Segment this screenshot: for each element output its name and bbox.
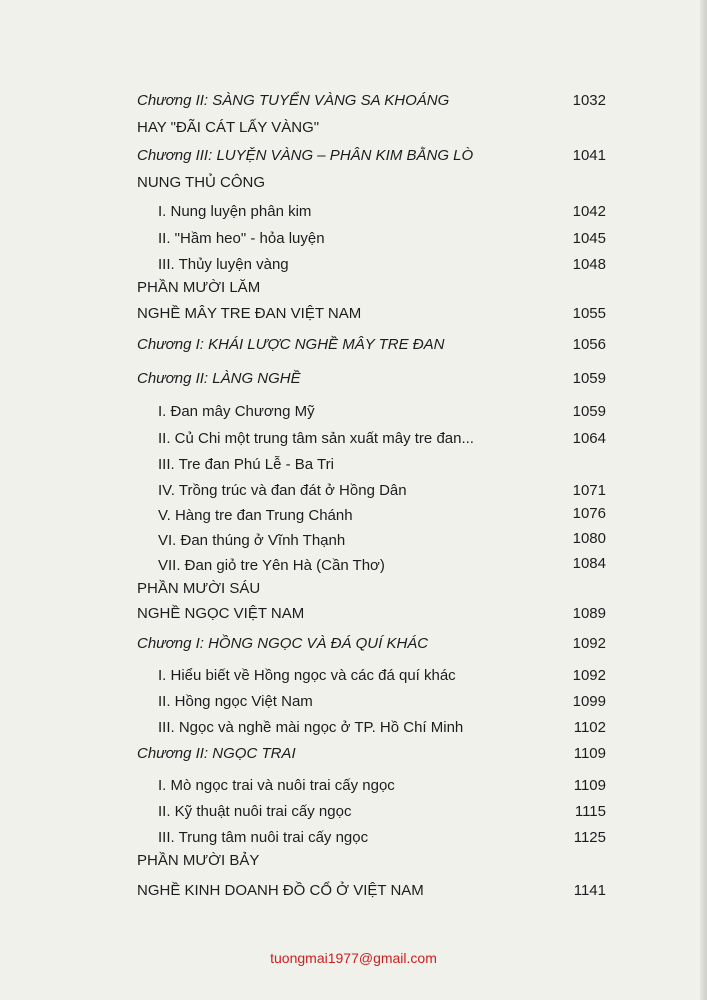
entry-title: III. Trung tâm nuôi trai cấy ngọc	[158, 829, 369, 846]
page-number: 1102	[573, 719, 606, 736]
entry-title: I. Nung luyện phân kim	[158, 203, 312, 220]
entry-title: I. Hiểu biết về Hồng ngọc và các đá quí khác	[158, 667, 456, 684]
page-number: 1084	[572, 555, 606, 572]
toc-entry	[158, 482, 407, 500]
entry-title: Chương II: SÀNG TUYỂN VÀNG SA KHOÁNG	[137, 92, 450, 109]
page-number: 1059	[572, 403, 606, 420]
part-heading	[137, 580, 260, 598]
toc-entry	[137, 745, 296, 763]
entry-title: PHẦN MƯỜI LĂM	[137, 279, 261, 296]
entry-title: Chương III: LUYỆN VÀNG – PHÂN KIM BẰNG LÒ	[137, 147, 474, 164]
toc-entry	[137, 370, 301, 388]
entry-title: V. Hàng tre đan Trung Chánh	[158, 507, 353, 524]
toc-entry	[158, 693, 313, 711]
page-number: 1109	[573, 777, 606, 794]
toc-entry	[158, 557, 385, 575]
toc-entry	[158, 430, 474, 448]
toc-entry	[158, 507, 353, 525]
page-number: 1109	[573, 745, 606, 762]
toc-entry	[137, 635, 428, 653]
entry-title: VII. Đan giỏ tre Yên Hà (Cần Thơ)	[158, 557, 385, 574]
entry-title: Chương I: HỒNG NGỌC VÀ ĐÁ QUÍ KHÁC	[137, 635, 429, 652]
toc-entry	[158, 256, 289, 274]
part-title	[137, 305, 361, 323]
entry-title: II. Kỹ thuật nuôi trai cấy ngọc	[158, 803, 352, 820]
footer-email: tuongmai1977@gmail.com	[270, 950, 437, 966]
page-number: 1099	[572, 693, 606, 710]
entry-title: II. Hồng ngọc Việt Nam	[158, 693, 313, 710]
entry-title: Chương II: NGỌC TRAI	[137, 745, 296, 762]
entry-title: III. Ngọc và nghề mài ngọc ở TP. Hồ Chí Minh	[158, 719, 464, 736]
page-number: 1042	[572, 203, 606, 220]
toc-entry	[158, 456, 334, 474]
page-number: 1055	[572, 305, 606, 322]
toc-entry	[158, 719, 463, 737]
page-number: 1064	[572, 430, 606, 447]
page-number: 1141	[573, 882, 606, 899]
page-number: 1092	[572, 667, 606, 684]
page-edge-shadow	[700, 0, 707, 1000]
toc-entry	[137, 336, 444, 354]
entry-title: Chương I: KHÁI LƯỢC NGHỀ MÂY TRE ĐAN	[137, 336, 445, 353]
toc-entry	[158, 203, 311, 221]
page-number: 1115	[574, 803, 606, 820]
entry-title: II. Củ Chi một trung tâm sản xuất mây tre đan...	[158, 430, 474, 447]
toc-entry	[158, 532, 345, 550]
entry-title: IV. Trồng trúc và đan đát ở Hồng Dân	[158, 482, 407, 499]
part-heading	[137, 852, 259, 870]
toc-entry	[158, 803, 351, 821]
page-number: 1092	[572, 635, 606, 652]
page-number: 1089	[572, 605, 606, 622]
entry-title: PHẦN MƯỜI BẢY	[137, 852, 260, 869]
page-number: 1032	[572, 92, 606, 109]
entry-title: PHẦN MƯỜI SÁU	[137, 580, 261, 597]
entry-title: NGHỀ NGỌC VIỆT NAM	[137, 605, 305, 622]
entry-title: Chương II: LÀNG NGHỀ	[137, 370, 301, 387]
toc-entry	[158, 777, 395, 795]
part-heading	[137, 279, 260, 297]
entry-title: III. Thủy luyện vàng	[158, 256, 289, 273]
entry-title: NGHỀ MÂY TRE ĐAN VIỆT NAM	[137, 305, 362, 322]
entry-title-cont: HAY "ĐÃI CÁT LẤY VÀNG"	[137, 119, 320, 136]
toc-entry	[158, 403, 315, 421]
entry-title: I. Mò ngọc trai và nuôi trai cấy ngọc	[158, 777, 395, 794]
entry-title: I. Đan mây Chương Mỹ	[158, 403, 315, 420]
entry-title: NGHỀ KINH DOANH ĐỒ CỔ Ở VIỆT NAM	[137, 882, 424, 899]
toc-entry	[137, 92, 449, 137]
entry-title: II. "Hầm heo" - hỏa luyện	[158, 230, 325, 247]
page-number: 1071	[572, 482, 606, 499]
toc-entry	[137, 147, 473, 192]
page-number: 1041	[572, 147, 606, 164]
part-title	[137, 882, 424, 900]
page-number: 1056	[572, 336, 606, 353]
entry-title: VI. Đan thúng ở Vĩnh Thạnh	[158, 532, 346, 549]
page-number: 1048	[572, 256, 606, 273]
page-number: 1080	[572, 530, 606, 547]
page-number: 1125	[573, 829, 606, 846]
part-title	[137, 605, 304, 623]
toc-entry	[158, 829, 368, 847]
page-number: 1045	[572, 230, 606, 247]
page-number: 1076	[572, 505, 606, 522]
toc-entry	[158, 667, 456, 685]
entry-title-cont: NUNG THỦ CÔNG	[137, 174, 266, 191]
toc-entry	[158, 230, 325, 248]
entry-title: III. Tre đan Phú Lễ - Ba Tri	[158, 456, 334, 473]
page-number: 1059	[572, 370, 606, 387]
